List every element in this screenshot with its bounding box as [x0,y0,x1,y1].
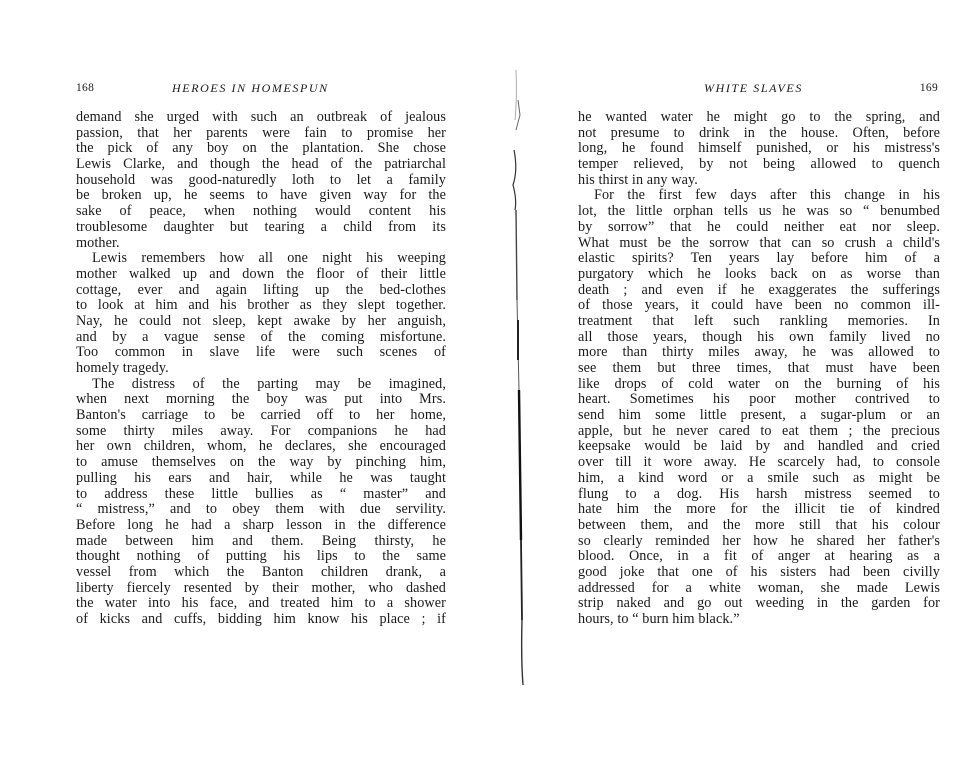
left-text-line: The distress of the parting may be imagined, [92,375,446,392]
left-text-line: household was good-naturedly loth to let a family [76,171,446,188]
book-gutter [504,60,534,700]
left-text-line: of kicks and cuffs, bidding him know his place ; if [76,611,446,627]
left-text-line: thought nothing of putting his lips to the same [76,548,446,565]
left-text-line: to look at him and his brother as they slept together. [76,297,446,314]
right-text-line: over till it wore away. He scarcely had, to console [578,454,940,471]
right-text-line: all those years, though his own family lived no [578,328,940,345]
left-text-line: to address these little bullies as “ master” and [76,485,446,502]
right-text-line: strip naked and go out weeding in the garden for [578,595,940,612]
left-page-number: 168 [76,82,95,94]
left-text-line: Too common in slave life were such scenes of [76,344,446,361]
left-text-line: Nay, he could not sleep, kept awake by her anguish, [76,312,446,329]
right-text-line: elastic spirits? Ten years lay before him of a [578,250,940,267]
right-text-line: good joke that one of his sisters had been civilly [578,563,940,580]
gutter-shadow [504,60,534,700]
right-text-line: send him some little present, a sugar-plum or an [578,407,940,424]
left-text-line: to amuse themselves on the way by pinching him, [76,454,446,471]
right-text-line: purgatory which he looks back on as worse than [578,265,940,282]
left-text-line: demand she urged with such an outbreak of jealous [76,109,446,125]
right-page [578,80,940,628]
left-text-line: mother walked up and down the floor of their little [76,265,446,282]
left-text-line: mother. [76,234,120,251]
right-text-line: hate him the more for the illicit tie of kindred [578,501,940,518]
left-text-line: the water into his face, and treated him to a shower [76,595,446,612]
left-text-line: her own children, whom, he declares, she encouraged [76,438,446,455]
left-text-line: and by a vague sense of the coming misfortune. [76,328,446,345]
left-text-line: some thirty miles away. For companions he had [76,422,446,439]
right-text-line: he wanted water he might go to the spring, and [578,109,940,125]
right-text-line: addressed for a white woman, she made Lewis [578,579,940,596]
left-text-line: pulling his ears and hair, while he was taught [76,469,446,486]
right-text-line: treatment that left such rankling memories. In [578,312,940,329]
left-text-line: when next morning the boy was put into Mrs. [76,391,446,408]
right-text-line: heart. Sometimes his poor mother contrived to [578,391,940,408]
left-page [76,80,446,628]
left-text-line: the pick of any boy on the plantation. She chose [76,140,446,157]
right-text-line: see them but three times, that must have been [578,360,940,376]
right-text-line: his thirst in any way. [578,171,698,188]
left-text-line: made between him and them. Being thirsty, he [76,532,446,549]
right-text-line: between them, and the more still that his colour [578,516,940,533]
left-page-body [76,110,446,628]
right-text-line: flung to a dog. His harsh mistress seemed to [578,485,940,502]
left-text-line: “ mistress,” and to obey them with due servility. [76,501,446,518]
right-text-line: of those years, it could have been no common ill- [578,297,940,314]
right-text-line: death ; and even if he exaggerates the sufferings [578,281,940,298]
right-text-line: so clearly reminded her how he shared her father's [578,532,940,549]
right-text-line: not presume to drink in the house. Often, before [578,124,940,141]
left-text-line: Lewis remembers how all one night his weeping [92,250,446,267]
right-text-line: hours, to “ burn him black.” [578,611,740,627]
left-text-line: homely tragedy. [76,360,169,376]
right-text-line: lot, the little orphan tells us he was so “ benumbed [578,203,940,220]
right-text-line: more than thirty miles away, he was allowed to [578,344,940,361]
left-text-line: Lewis Clarke, and though the head of the patriarchal [76,156,446,173]
right-text-line: For the first few days after this change in his [594,187,940,204]
left-text-line: passion, that her parents were fain to promise her [76,124,446,141]
left-text-line: liberty fiercely resented by their mother, who dashed [76,579,446,596]
left-running-head: HEROES IN HOMESPUN [172,81,329,95]
left-text-line: cottage, ever and again lifting up the bed-clothes [76,281,446,298]
left-text-line: sake of peace, when nothing would content his [76,203,446,220]
left-text-line: troublesome daughter but tearing a child from its [76,218,446,235]
right-text-line: temper relieved, by not being allowed to quench [578,156,940,173]
right-text-line: him, a kind word or a smile such as might be [578,469,940,486]
right-running-head: WHITE SLAVES [704,81,803,95]
left-text-line: vessel from which the Banton children drank, a [76,563,446,580]
left-text-line: Before long he had a sharp lesson in the difference [76,516,446,533]
right-text-line: keepsake would be laid by and handled and cried [578,438,940,455]
right-text-line: What must be the sorrow that can so crush a child's [578,234,940,251]
left-page-header [76,80,446,100]
right-text-line: apple, but he never cared to eat them ; the precious [578,422,940,439]
right-text-line: long, he found himself punished, or his mistress's [578,140,940,157]
left-text-line: be broken up, he seems to have given way for the [76,187,446,204]
right-text-line: like drops of cold water on the burning of his [578,375,940,392]
right-page-body [578,110,940,628]
right-text-line: blood. Once, in a fit of anger at hearing as a [578,548,940,565]
right-text-line: by sorrow” that he could neither eat nor sleep. [578,218,940,235]
right-page-number: 169 [919,82,938,94]
right-page-header [578,80,940,100]
left-text-line: Banton's carriage to be carried off to her home, [76,407,446,424]
